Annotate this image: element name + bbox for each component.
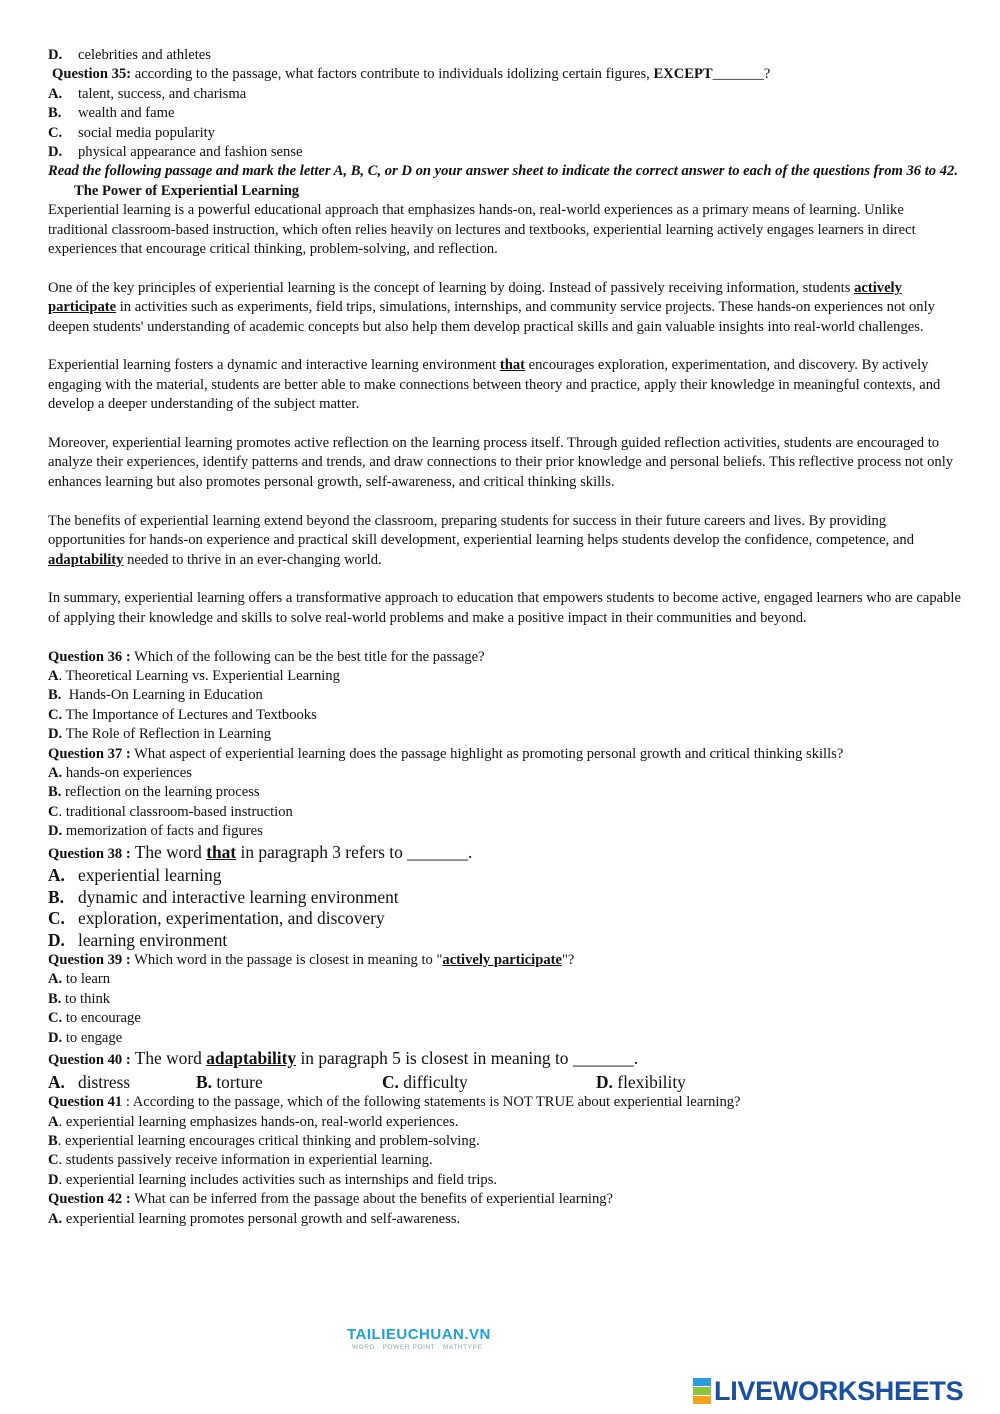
q39-option-b[interactable]: B. to think xyxy=(48,990,111,1007)
q38-option-b[interactable]: B. dynamic and interactive learning environment xyxy=(48,886,399,907)
passage-paragraph-6: In summary, experiential learning offers a transformative approach to education that empowers students to become active, engaged learners who are capable of applying their knowledge and skills to solve real-world problems and make a positive impact in their communities and beyond. xyxy=(48,590,961,626)
highlight-that: that xyxy=(499,357,525,374)
q37-option-b[interactable]: B. reflection on the learning process xyxy=(48,784,260,801)
highlight-actively-participate: actively participate xyxy=(48,279,902,316)
q34-option-d[interactable]: D. celebrities and athletes xyxy=(48,47,211,63)
q35-option-c[interactable]: C. social media popularity xyxy=(48,124,215,141)
watermark-subtitle: WORD · POWER POINT · MATHTYPE xyxy=(352,1344,483,1351)
q40-option-d[interactable]: D. flexibility xyxy=(596,1071,686,1092)
passage-paragraph-5: The benefits of experiential learning extend beyond the classroom, preparing students for success in their future careers and lives. By providing opportunities for hands-on experience and practical skill development, experiential learning helps students develop the confidence, competence, and adaptability needed to thrive in an ever-changing world. xyxy=(48,512,914,568)
passage-paragraph-4: Moreover, experiential learning promotes active reflection on the learning process itself. Through guided reflection activities, students are encouraged to analyze their experiences, identify patterns and trends, and draw connections to their prior knowledge and personal beliefs. This reflective process not only enhances learning but also promotes personal growth, self-awareness, and critical thinking skills. xyxy=(48,435,954,490)
liveworksheets-wordmark: LIVEWORKSHEETS xyxy=(714,1375,964,1406)
q41-option-b[interactable]: B. experiential learning encourages critical thinking and problem-solving. xyxy=(48,1132,480,1149)
q42-option-a[interactable]: A. experiential learning promotes personal growth and self-awareness. xyxy=(48,1210,461,1227)
q39-option-d[interactable]: D. to engage xyxy=(48,1029,123,1046)
q38-stem: Question 38 : The word that in paragraph 3 refers to _______. xyxy=(48,841,473,862)
q36-option-b[interactable]: B. Hands-On Learning in Education xyxy=(48,687,263,704)
q40-option-b[interactable]: B. torture xyxy=(196,1071,263,1092)
q41-option-d[interactable]: D. experiential learning includes activities such as internships and field trips. xyxy=(48,1171,498,1188)
highlight-adaptability: adaptability xyxy=(48,551,124,568)
q37-option-d[interactable]: D. memorization of facts and figures xyxy=(48,823,263,840)
q36-stem: Question 36 : Which of the following can be the best title for the passage? xyxy=(48,648,485,665)
q36-option-d[interactable]: D. The Role of Reflection in Learning xyxy=(48,726,272,743)
q38-option-a[interactable]: A. experiential learning xyxy=(48,865,222,886)
q35-option-a[interactable]: A. talent, success, and charisma xyxy=(48,85,247,102)
q39-stem: Question 39 : Which word in the passage is closest in meaning to "actively participate"? xyxy=(48,952,575,969)
passage-paragraph-2: One of the key principles of experiential learning is the concept of learning by doing. Instead of passively receiving information, students actively participate in activities such as experiments, field trips, simulations, internships, and community service projects. These hands-on experiences not only deepen students' understanding of academic concepts but also help them develop practical skills and gain valuable insights into real-world challenges. xyxy=(48,279,935,335)
q40-option-c[interactable]: C. difficulty xyxy=(382,1071,468,1092)
watermark-logo: TAILIEUCHUAN.VN xyxy=(347,1326,491,1343)
q41-option-c[interactable]: C. students passively receive information in experiential learning. xyxy=(48,1152,433,1169)
q38-option-d[interactable]: D. learning environment xyxy=(48,929,228,950)
liveworksheets-badge-icon xyxy=(693,1378,711,1404)
q37-option-c[interactable]: C. traditional classroom-based instruction xyxy=(48,803,293,820)
passage-paragraph-3: Experiential learning fosters a dynamic and interactive learning environment that encourages exploration, experimentation, and discovery. By actively engaging with the material, students are better able to make connections between theory and practice, apply their knowledge in meaningful contexts, and develop a deeper understanding of the subject matter. xyxy=(48,357,941,413)
passage-title: The Power of Experiential Learning xyxy=(74,182,300,199)
q39-option-c[interactable]: C. to encourage xyxy=(48,1010,141,1027)
q35-option-d[interactable]: D. physical appearance and fashion sense xyxy=(48,144,303,161)
q39-option-a[interactable]: A. to learn xyxy=(48,971,111,988)
q37-option-a[interactable]: A. hands-on experiences xyxy=(48,764,192,781)
q40-option-a[interactable]: A. distress xyxy=(48,1071,131,1092)
q35-stem: Question 35: according to the passage, what factors contribute to individuals idolizing certain figures, EXCEPT_______? xyxy=(52,66,771,83)
passage-paragraph-1: Experiential learning is a powerful educational approach that emphasizes hands-on, real-world experiences as a primary means of learning. Unlike traditional classroom-based instruction, which often relies heavily on lectures and textbooks, experiential learning actively engages learners in direct experiences that encourage critical thinking, problem-solving, and reflection. xyxy=(48,202,916,258)
q35-option-b[interactable]: B. wealth and fame xyxy=(48,105,175,122)
liveworksheets-logo[interactable] xyxy=(693,1376,963,1406)
q36-option-c[interactable]: C. The Importance of Lectures and Textbooks xyxy=(48,706,317,723)
worksheet-page xyxy=(48,46,963,1229)
q41-stem: Question 41 : According to the passage, which of the following statements is NOT TRUE about experiential learning? xyxy=(48,1094,741,1111)
q40-stem: Question 40 : The word adaptability in paragraph 5 is closest in meaning to _______. xyxy=(48,1048,639,1069)
q37-stem: Question 37 : What aspect of experiential learning does the passage highlight as promoting personal growth and critical thinking skills? xyxy=(48,745,844,762)
q41-option-a[interactable]: A. experiential learning emphasizes hands-on, real-world experiences. xyxy=(48,1113,459,1130)
q42-stem: Question 42 : What can be inferred from the passage about the benefits of experiential learning? xyxy=(48,1191,614,1208)
q40-options xyxy=(48,1072,963,1094)
instructions: Read the following passage and mark the letter A, B, C, or D on your answer sheet to indicate the correct answer to each of the questions from 36 to 42. xyxy=(48,163,958,180)
q36-option-a[interactable]: A. Theoretical Learning vs. Experiential Learning xyxy=(48,667,340,684)
q38-option-c[interactable]: C. exploration, experimentation, and discovery xyxy=(48,908,385,929)
